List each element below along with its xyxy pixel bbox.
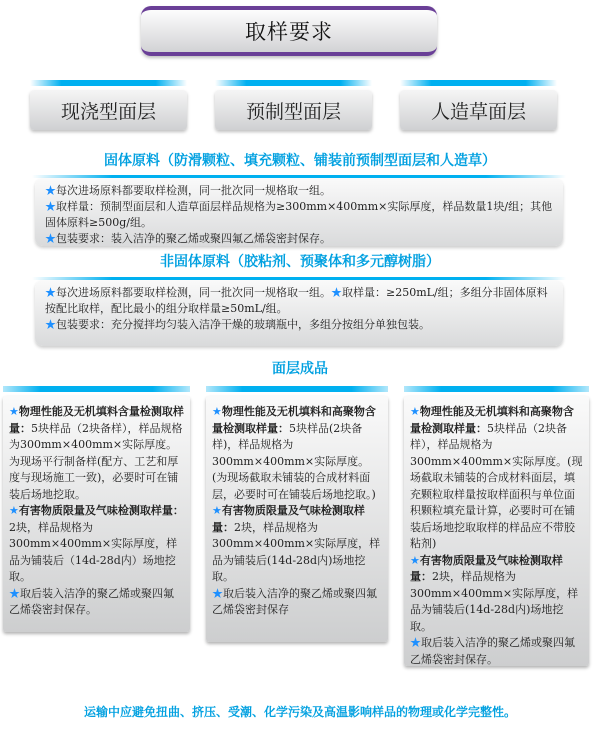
star-icon: ★ (212, 586, 223, 600)
star-icon: ★ (410, 636, 421, 649)
star-icon: ★ (410, 553, 420, 567)
category-label: 人造草面层 (400, 90, 557, 130)
star-icon: ★ (45, 318, 56, 331)
star-icon: ★ (45, 184, 56, 197)
star-icon: ★ (212, 405, 222, 418)
finished-surface-heading: 面层成品 (272, 361, 328, 377)
star-icon: ★ (410, 405, 420, 418)
star-icon: ★ (9, 405, 19, 418)
transport-note: 运输中应避免扭曲、挤压、受潮、化学污染及高温影响样品的物理或化学完整性。 (83, 705, 516, 719)
star-icon: ★ (331, 286, 342, 299)
non-solid-line: ★包装要求：充分搅拌均匀装入洁净干燥的玻璃瓶中，多组分按组分单独包装。 (45, 318, 430, 331)
non-solid-lines: ★每次进场原料都要取样检测，同一批次同一规格取一组。★取样量：≥250mL/组；多组分非固体原料按配比取样，配比最小的组分取样量≥50mL/组。 (45, 286, 548, 315)
star-icon: ★ (45, 232, 56, 245)
category-label: 现浇型面层 (30, 90, 187, 130)
finished-surface-column-2: ★物理性能及无机填料和高聚物含量检测取样量：5块样品(2块备样)，样品规格为300mm×400mm×实际厚度。(为现场截取未铺装的合成材料面层，必要时可在铺装后场地挖取。) ★有害物质限量及气味检测取样量：2块，样品规格为300mm×400mm×实际厚度，样品为铺装后(14d-28d内)场地挖取。 ★取后装入洁净的聚乙烯或聚四氟乙烯袋密封保存 (206, 386, 388, 642)
category-cast-in-place (30, 80, 187, 132)
category-label: 预制型面层 (215, 90, 372, 130)
solid-line: ★每次进场原料都要取样检测，同一批次同一规格取一组。 (45, 184, 331, 197)
category-artificial-turf (400, 80, 557, 132)
star-icon: ★ (9, 504, 19, 517)
page-title: 取样要求 (141, 6, 437, 56)
star-icon: ★ (9, 586, 20, 600)
solid-line: ★包装要求：装入洁净的聚乙烯或聚四氟乙烯袋密封保存。 (45, 232, 331, 245)
solid-line: ★取样量：预制型面层和人造草面层样品规格为≥300mm×400mm×实际厚度，样品数量1块/组；其他固体原料≥500g/组。 (45, 200, 553, 229)
solid-material-heading: 固体原料（防滑颗粒、填充颗粒、铺装前预制型面层和人造草） (104, 153, 496, 169)
finished-surface-column-1: ★物理性能及无机填料含量检测取样量：5块样品（2块备样），样品规格为300mm×400mm×实际厚度。为现场平行制备样(配方、工艺和厚度与现场施工一致)，必要时可在铺装后场地挖取。 ★有害物质限量及气味检测取样量：2块，样品规格为300mm×400mm×实际厚度，样品为铺装后（14d-28d内）场地挖取。 ★取后装入洁净的聚乙烯或聚四氟乙烯袋密封保存。 (3, 386, 190, 632)
finished-surface-column-3: ★物理性能及无机填料和高聚物含量检测取样量：5块样品（2块备样），样品规格为300mm×400mm×实际厚度。(现场截取未铺装的合成材料面层，填充颗粒取样量按取样面积与单位面积颗粒填充量计算，必要时可在铺装后场地挖取取样的样品应不带胶粘剂) ★有害物质限量及气味检测取样量：2块，样品规格为300mm×400mm×实际厚度，样品为铺装后(14d-28d内)场地挖取。 ★取后装入洁净的聚乙烯或聚四氟乙烯袋密封保存。 (404, 386, 589, 666)
star-icon: ★ (45, 286, 56, 299)
star-icon: ★ (45, 200, 56, 213)
category-prefabricated (215, 80, 372, 132)
solid-material-panel (35, 178, 563, 246)
non-solid-material-heading: 非固体原料（胶粘剂、预聚体和多元醇树脂） (160, 254, 440, 270)
star-icon: ★ (212, 504, 222, 517)
non-solid-material-panel (35, 280, 563, 346)
